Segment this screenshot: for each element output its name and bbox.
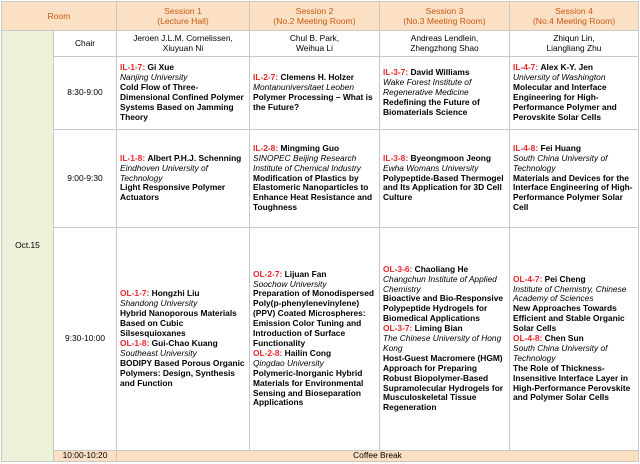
- talk-institution: Wake Forest Institute of Regenerative Medicine: [383, 77, 472, 98]
- break-time: 10:00-10:20: [54, 451, 117, 462]
- talk-institution: SINOPEC Beijing Research Institute of Chemical Industry: [253, 152, 361, 173]
- talk-institution: Nanjing University: [120, 72, 188, 83]
- slot-time: 8:30-9:00: [54, 57, 117, 130]
- talk: [383, 68, 506, 118]
- talk: [253, 270, 376, 349]
- talk-speaker: Gi Xue: [147, 62, 174, 73]
- schedule-table: [1, 1, 639, 462]
- talk-title: Redefining the Future of Biomaterials Science: [383, 96, 480, 117]
- chair-session-3: Andreas Lendlein, Zhengzhong Shao: [380, 31, 510, 57]
- talk-speaker: Lijuan Fan: [284, 268, 327, 279]
- talk-code: OL-4-7:: [513, 273, 543, 284]
- talk-code: OL-2-7:: [253, 268, 283, 279]
- talk-speaker: Hongzhi Liu: [151, 288, 200, 299]
- talk-title: Hybrid Nanoporous Materials Based on Cubic Silsesquioxanes: [120, 308, 237, 339]
- talk-title: Polymer Processing – What is the Future?: [253, 92, 373, 112]
- talk-code: IL-1-7:: [120, 62, 146, 73]
- talk: [513, 63, 635, 122]
- talk: [120, 63, 246, 122]
- date-cell: Oct.15: [2, 31, 54, 462]
- talk-speaker: Hailin Cong: [284, 347, 332, 358]
- talk-code: IL-4-7:: [513, 62, 539, 73]
- talk-institution: Montanuniversitaet Leoben: [253, 82, 355, 93]
- talk-title: Polymeric-Inorganic Hybrid Materials for Environmental Sensing and Bioseparation Applications: [253, 367, 364, 408]
- talk-cell: [117, 130, 250, 228]
- talk-title: BODIPY Based Porous Organic Polymers: Design, Synthesis and Function: [120, 357, 245, 388]
- talk-institution: South China University of Technology: [513, 152, 608, 173]
- talk-title: Cold Flow of Three-Dimensional Confined Polymer Systems Based on Jamming Theory: [120, 82, 244, 122]
- talk-cell: [117, 57, 250, 130]
- talk: [383, 154, 506, 204]
- talk-institution: South China University of Technology: [513, 342, 608, 363]
- talk-institution: Eindhoven University of Technology: [120, 162, 208, 183]
- talk: [513, 334, 635, 403]
- talk-speaker: Chen Sun: [544, 333, 584, 344]
- talk-code: OL-1-7:: [120, 288, 150, 299]
- talk-cell: [117, 228, 250, 451]
- talk-code: OL-4-8:: [513, 333, 543, 344]
- talk-title: Polypeptide-Based Thermogel and Its Application for 3D Cell Culture: [383, 172, 504, 203]
- talk: [253, 144, 376, 213]
- talk-cell: [250, 130, 380, 228]
- talk-cell: [510, 228, 639, 451]
- talk: [513, 275, 635, 334]
- talk: [383, 265, 506, 324]
- slot-row: [2, 228, 639, 451]
- talk-institution: Institute of Chemistry, Chinese Academy of Sciences: [513, 283, 627, 304]
- talk-speaker: Albert P.H.J. Schenning: [147, 152, 242, 163]
- talk: [120, 289, 246, 339]
- slot-row: [2, 130, 639, 228]
- talk-code: IL-2-7:: [253, 72, 279, 83]
- talk-cell: [380, 57, 510, 130]
- talk-code: IL-4-8:: [513, 142, 539, 153]
- talk-speaker: Alex K-Y. Jen: [540, 62, 594, 73]
- chair-session-1: Jeroen J.L.M. Cornelissen, Xiuyuan Ni: [117, 31, 250, 57]
- talk-code: OL-3-7:: [383, 323, 413, 334]
- session-1-header: Session 1 (Lecture Hall): [117, 2, 250, 31]
- coffee-break-row: [2, 451, 639, 462]
- talk-speaker: Pei Cheng: [544, 273, 586, 284]
- chair-row: [2, 31, 639, 57]
- session-3-header: Session 3 (No.3 Meeting Room): [380, 2, 510, 31]
- talk-institution: University of Washington: [513, 72, 606, 83]
- session-4-header: Session 4 (No.4 Meeting Room): [510, 2, 639, 31]
- talk-institution: The Chinese University of Hong Kong: [383, 333, 502, 353]
- talk-speaker: Gui-Chao Kuang: [151, 338, 218, 348]
- talk-institution: Qingdao University: [253, 357, 324, 368]
- chair-session-2: Chul B. Park, Weihua Li: [250, 31, 380, 57]
- talk-code: IL-3-7:: [383, 67, 409, 78]
- talk-cell: [250, 228, 380, 451]
- header-row: [2, 2, 639, 31]
- session-2-header: Session 2 (No.2 Meeting Room): [250, 2, 380, 31]
- slot-row: [2, 57, 639, 130]
- talk-title: Light Responsive Polymer Actuators: [120, 182, 226, 203]
- talk-cell: [250, 57, 380, 130]
- talk-cell: [510, 57, 639, 130]
- talk-institution: Soochow University: [253, 278, 327, 289]
- talk-cell: [510, 130, 639, 228]
- talk-speaker: Mingming Guo: [280, 142, 340, 153]
- talk-institution: Ewha Womans University: [383, 162, 479, 173]
- talk-cell: [380, 228, 510, 451]
- break-label: Coffee Break: [117, 451, 639, 462]
- talk-title: Materials and Devices for the Interface Engineering of High-Performance Polymer Solar Cell: [513, 172, 633, 213]
- chair-session-4: Zhiqun Lin, Liangliang Zhu: [510, 31, 639, 57]
- talk-code: IL-3-8:: [383, 152, 409, 163]
- chair-label: Chair: [54, 31, 117, 57]
- talk: [120, 339, 246, 389]
- talk-cell: [380, 130, 510, 228]
- talk-title: Host-Guest Macromere (HGM) Approach for Preparing Robust Biopolymer-Based Supramolecular Hydrogels for Musculoskeletal Tissue Regeneration: [383, 352, 504, 413]
- talk-code: OL-3-6:: [383, 263, 413, 274]
- talk: [513, 144, 635, 213]
- talk: [253, 349, 376, 408]
- talk-speaker: Fei Huang: [540, 142, 581, 153]
- talk-title: Modification of Plastics by Elastomeric Nanoparticles to Enhance Heat Resistance and Toughness: [253, 172, 373, 213]
- talk-speaker: David Williams: [410, 67, 470, 78]
- talk-title: New Approaches Towards Efficient and Stable Organic Solar Cells: [513, 303, 625, 334]
- talk-speaker: Byeongmoon Jeong: [410, 152, 491, 163]
- talk: [253, 73, 376, 113]
- talk-speaker: Liming Bian: [414, 323, 463, 334]
- talk-title: The Role of Thickness-Insensitive Interface Layer in High-Performance Perovskite and Polymer Solar Cells: [513, 362, 631, 403]
- talk-speaker: Clemens H. Holzer: [280, 72, 354, 83]
- slot-time: 9:00-9:30: [54, 130, 117, 228]
- talk: [383, 324, 506, 413]
- talk-code: OL-2-8:: [253, 347, 283, 358]
- talk: [120, 154, 246, 204]
- talk-institution: Shandong University: [120, 298, 198, 309]
- talk-title: Bioactive and Bio-Responsive Polypeptide Hydrogels for Biomedical Applications: [383, 293, 504, 324]
- room-header: Room: [2, 2, 117, 31]
- slot-time: 9:30-10:00: [54, 228, 117, 451]
- talk-code: IL-2-8:: [253, 142, 279, 153]
- talk-institution: Southeast University: [120, 347, 197, 358]
- talk-institution: Changchun Institute of Applied Chemistry: [383, 273, 497, 294]
- talk-title: Preparation of Monodispersed Poly(p-phenylenevinylene) (PPV) Coated Microspheres: Emission Color Tuning and Introduction of Surface Functionality: [253, 288, 374, 348]
- talk-title: Molecular and Interface Engineering for High-Performance Polymer and Perovskite Solar Cells: [513, 82, 617, 122]
- talk-code: OL-1-8:: [120, 338, 150, 348]
- talk-code: IL-1-8:: [120, 152, 146, 163]
- talk-speaker: Chaoliang He: [414, 263, 469, 274]
